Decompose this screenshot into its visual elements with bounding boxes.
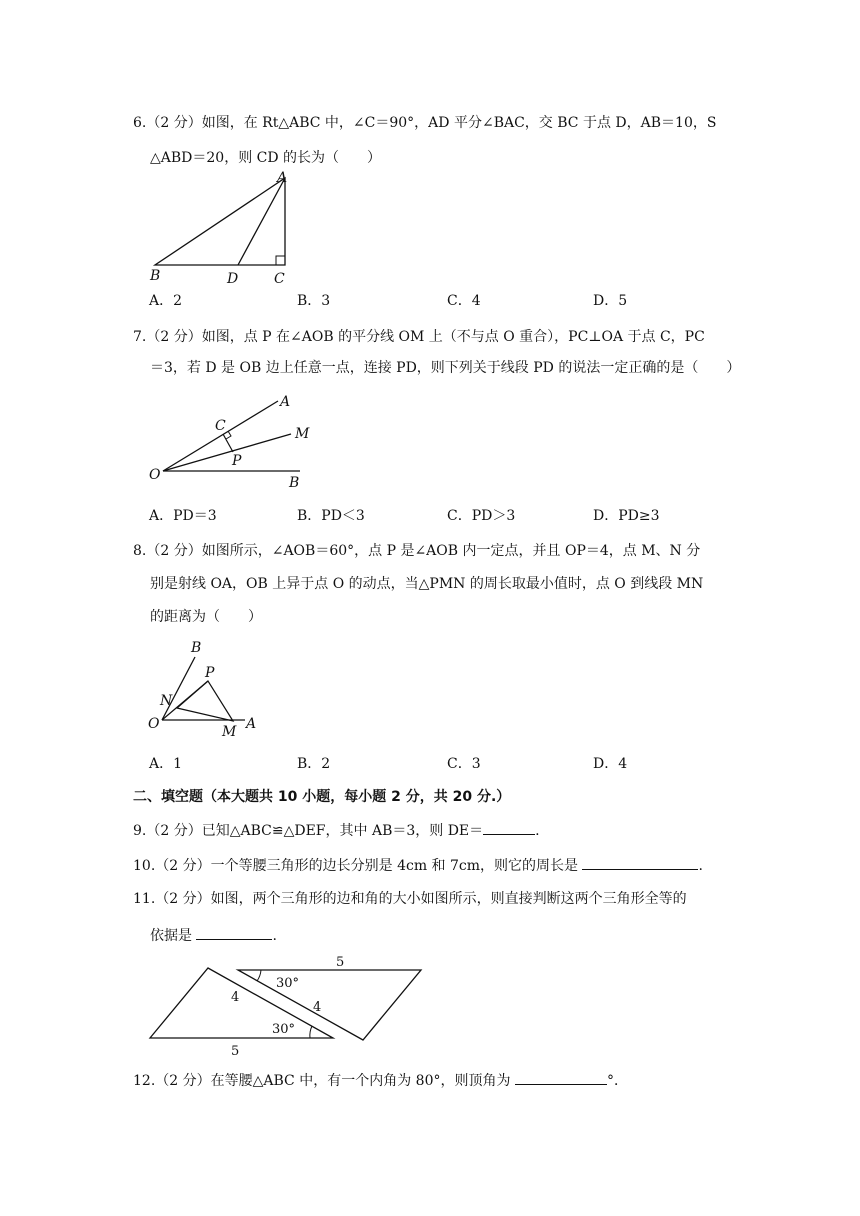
q10-text: 10.（2 分）一个等腰三角形的边长分别是 4cm 和 7cm，则它的周长是 (133, 858, 579, 874)
q7-option-b[interactable]: B．PD＜3 (297, 508, 365, 524)
q9-end: . (535, 823, 540, 839)
q7-figure (145, 392, 335, 492)
q8-option-d[interactable]: D．4 (593, 756, 628, 772)
q11-label-bottom: 5 (231, 1044, 240, 1059)
q11-label-side-left: 4 (231, 990, 240, 1005)
q8-option-c[interactable]: C．3 (447, 756, 481, 772)
q6-label-b: B (150, 268, 161, 284)
q11-label-top: 5 (336, 955, 345, 970)
q6-label-a: A (277, 170, 288, 186)
q7-ray-om (163, 434, 291, 471)
q6-figure (140, 168, 310, 288)
q11-angle-arc-top (257, 970, 261, 981)
q7-label-p: P (232, 453, 242, 469)
q10-line (133, 855, 703, 876)
q7-option-c[interactable]: C．PD＞3 (447, 508, 516, 524)
q12-end: °． (606, 1073, 628, 1089)
q8-stem-line2: 别是射线 OA，OB 上异于点 O 的动点，当△PMN 的周长取最小值时，点 O 到线段 MN (150, 576, 704, 592)
q7-label-o: O (149, 467, 161, 483)
q8-label-m: M (222, 724, 237, 740)
q8-stem-line3: 的距离为（ ） (150, 609, 262, 625)
q6-option-d[interactable]: D．5 (593, 293, 628, 309)
q7-segment-pc (223, 434, 233, 452)
q6-option-a[interactable]: A．2 (149, 293, 183, 309)
q9-text: 9.（2 分）已知△ABC≌△DEF，其中 AB＝3，则 DE＝ (133, 823, 484, 839)
q11-stem-line1: 11.（2 分）如图，两个三角形的边和角的大小如图所示，则直接判断这两个三角形全等的 (133, 891, 687, 907)
q6-option-b[interactable]: B．3 (297, 293, 331, 309)
q6-stem-line1: 6.（2 分）如图，在 Rt△ABC 中，∠C＝90°，AD 平分∠BAC，交 BC 于点 D，AB＝10，S (133, 115, 717, 131)
q7-stem-line2: ＝3，若 D 是 OB 边上任意一点，连接 PD，则下列关于线段 PD 的说法一定正确的是（ ） (150, 360, 741, 376)
q11-figure (148, 950, 428, 1062)
q6-stem-line2: △ABD＝20，则 CD 的长为（ ） (150, 150, 382, 166)
q8-option-a[interactable]: A．1 (149, 756, 183, 772)
q6-label-c: C (274, 271, 285, 287)
q11-label-angle-bottom: 30° (272, 1022, 296, 1037)
q7-ray-oa (163, 401, 278, 471)
q9-answer-blank[interactable] (483, 820, 535, 835)
q8-stem-line1: 8.（2 分）如图所示，∠AOB＝60°，点 P 是∠AOB 内一定点，并且 OP＝4，点 M、N 分 (133, 543, 701, 559)
q10-answer-blank[interactable] (582, 855, 698, 870)
q11-label-angle-top: 30° (276, 976, 300, 991)
q6-right-angle-mark (276, 256, 285, 265)
q11-triangle-right (238, 970, 421, 1040)
q11-label-side-right: 4 (313, 1000, 322, 1015)
q8-figure (145, 640, 270, 740)
q12-answer-blank[interactable] (515, 1070, 607, 1085)
q6-option-c[interactable]: C．4 (447, 293, 481, 309)
q8-label-p: P (205, 665, 215, 681)
q11-stem-line2 (150, 925, 277, 946)
q10-end: . (698, 858, 703, 874)
q12-line (133, 1070, 628, 1091)
q11-end: . (272, 928, 277, 944)
q8-label-a: A (246, 716, 257, 732)
q7-option-a[interactable]: A．PD＝3 (149, 508, 217, 524)
q8-label-o: O (148, 716, 160, 732)
q8-label-n: N (160, 693, 173, 709)
q8-triangle-pmn (177, 681, 233, 721)
q6-triangle (155, 178, 285, 265)
q12-text: 12.（2 分）在等腰△ABC 中，有一个内角为 80°，则顶角为 (133, 1073, 511, 1089)
q6-segment-ad (238, 178, 285, 265)
q7-option-d[interactable]: D．PD≥3 (593, 508, 660, 524)
q8-label-b: B (191, 640, 202, 656)
q11-answer-blank[interactable] (196, 925, 272, 940)
q7-label-b: B (289, 475, 300, 491)
q11-angle-arc-bottom (310, 1026, 312, 1038)
q11-triangle-left (150, 968, 333, 1038)
q11-text: 依据是 (150, 928, 192, 944)
q7-stem-line1: 7.（2 分）如图，点 P 在∠AOB 的平分线 OM 上（不与点 O 重合），PC⊥OA 于点 C，PC (133, 329, 705, 345)
section2-heading: 二、填空题（本大题共 10 小题，每小题 2 分，共 20 分.） (133, 789, 511, 805)
q9-line (133, 820, 540, 841)
q7-label-c: C (215, 418, 226, 434)
q7-label-a: A (280, 394, 291, 410)
q6-label-d: D (227, 271, 239, 287)
q8-option-b[interactable]: B．2 (297, 756, 331, 772)
q7-label-m: M (295, 426, 310, 442)
